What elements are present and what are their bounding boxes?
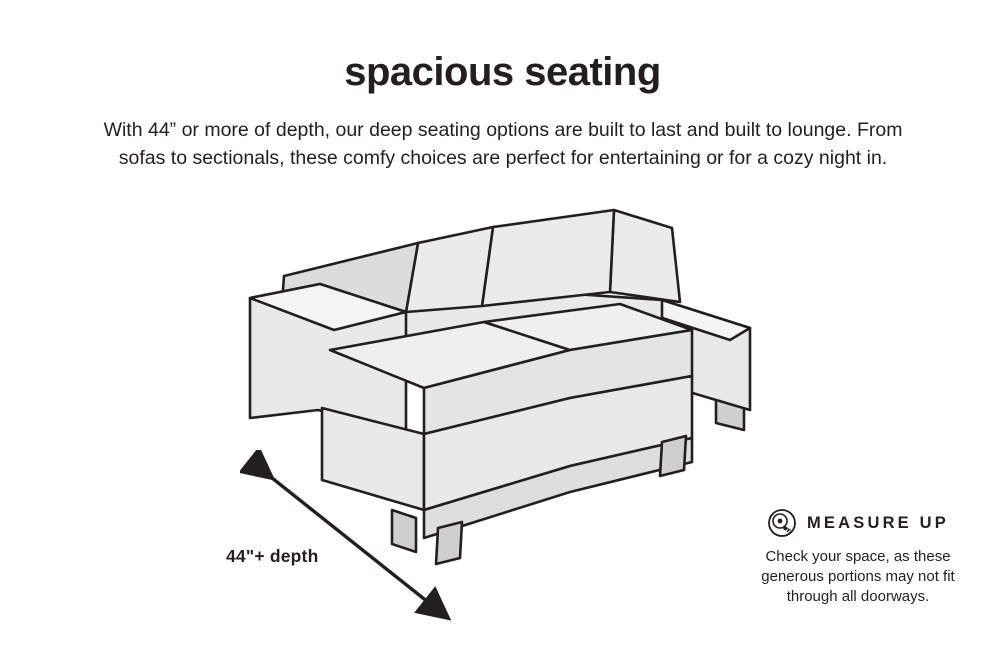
measure-up-title: MEASURE UP bbox=[806, 513, 949, 532]
sofa-back-cushion-left bbox=[406, 227, 493, 312]
tape-measure-icon bbox=[767, 508, 797, 538]
sofa-leg-front-right bbox=[660, 436, 686, 476]
depth-dimension-label: 44"+ depth bbox=[226, 546, 319, 566]
page-title: spacious seating bbox=[344, 50, 661, 94]
sofa-back-cushion-right bbox=[610, 210, 680, 302]
depth-dimension-arrow bbox=[240, 450, 460, 630]
page-description: With 44” or more of depth, our deep seating options are built to last and built to lounge. From sofas to sectionals, these comfy choices are perfect for entertaining or for a cozy night in. bbox=[103, 119, 903, 169]
measure-up-block bbox=[742, 508, 974, 607]
measure-up-note: Check your space, as these generous portions may not fit through all doorways. bbox=[761, 548, 955, 605]
sofa-back-cushion-center bbox=[482, 210, 614, 306]
